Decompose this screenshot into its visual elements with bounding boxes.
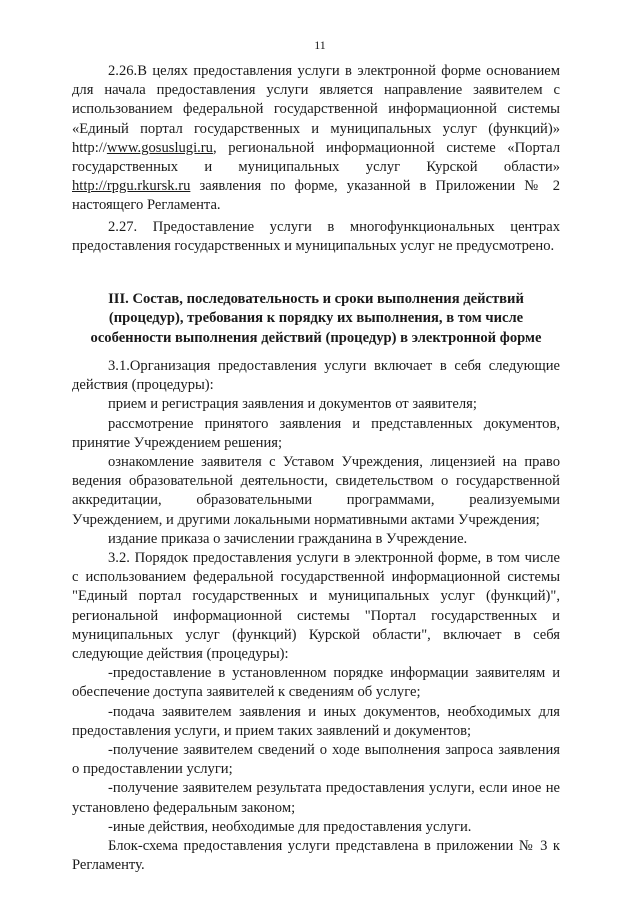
list-item: рассмотрение принятого заявления и представленных документов, принятие Учреждением решения; <box>72 415 560 451</box>
list-item: издание приказа о зачислении гражданина в Учреждение. <box>108 530 468 547</box>
list-item: -получение заявителем сведений о ходе выполнения запроса заявления о предоставлении услуги; <box>72 742 560 778</box>
paragraph: 3.2. Порядок предоставления услуги в электронной форме, в том числе с использованием федеральной государственной информационной системы "Единый портал государственных и муниципальных услуг (функций)", региональной информационной системы "Портал государственных и муниципальных услуг (функций) Курской области", включает в себя следующие действия (процедуры): <box>72 550 560 663</box>
list-item: -предоставление в установленном порядке информации заявителям и обеспечение доступа заявителей к сведениям об услуге; <box>72 665 560 701</box>
gosuslugi-link[interactable]: www.gosuslugi.ru <box>106 139 213 156</box>
list-item: -иные действия, необходимые для предоставления услуги. <box>108 818 472 835</box>
paragraph: 3.1.Организация предоставления услуги включает в себя следующие действия (процедуры): <box>72 358 560 394</box>
section-2-tail <box>72 62 560 256</box>
section-3-body <box>72 357 560 875</box>
list-item: ознакомление заявителя с Уставом Учреждения, лицензией на право ведения образовательной деятельности, свидетельством о государственной аккредитации, образовательными программами, реализуемыми Учреждением, и другими локальными нормативными актами Учреждения; <box>72 454 560 528</box>
paragraph-2-27: 2.27. Предоставление услуги в многофункциональных центрах предоставления государственных и муниципальных услуг не предусмотрено. <box>72 218 560 254</box>
section-3-heading: III. Состав, последовательность и сроки выполнения действий (процедур), требования к порядку их выполнения, в том числе особенности выполнения действий (процедур) в электронной форме <box>90 291 542 346</box>
rpgu-link[interactable]: http://rpgu.rkursk.ru <box>72 178 191 195</box>
paragraph-2-26: 2.26.В целях предоставления услуги в электронной форме основанием для начала предоставления услуги является направление заявителем с использованием федеральной государственной информационной системы «Единый портал государственных и муниципальных услуг (функций)» http://www.gosuslugi.ru, региональной информационной системе «Портал государственных и муниципальных услуг Курской области» http://rpgu.rkursk.ru заявления по форме, указанной в Приложении № 2 настоящего Регламента. <box>72 63 560 214</box>
list-item: прием и регистрация заявления и документов от заявителя; <box>108 396 477 413</box>
page-number: 11 <box>314 38 326 52</box>
list-item: -получение заявителем результата предоставления услуги, если иное не установлено федеральным законом; <box>72 780 560 816</box>
list-item: -подача заявителем заявления и иных документов, необходимых для предоставления услуги, и прием таких заявлений и документов; <box>72 703 560 739</box>
paragraph: Блок-схема предоставления услуги представлена в приложении № 3 к Регламенту. <box>72 838 560 874</box>
